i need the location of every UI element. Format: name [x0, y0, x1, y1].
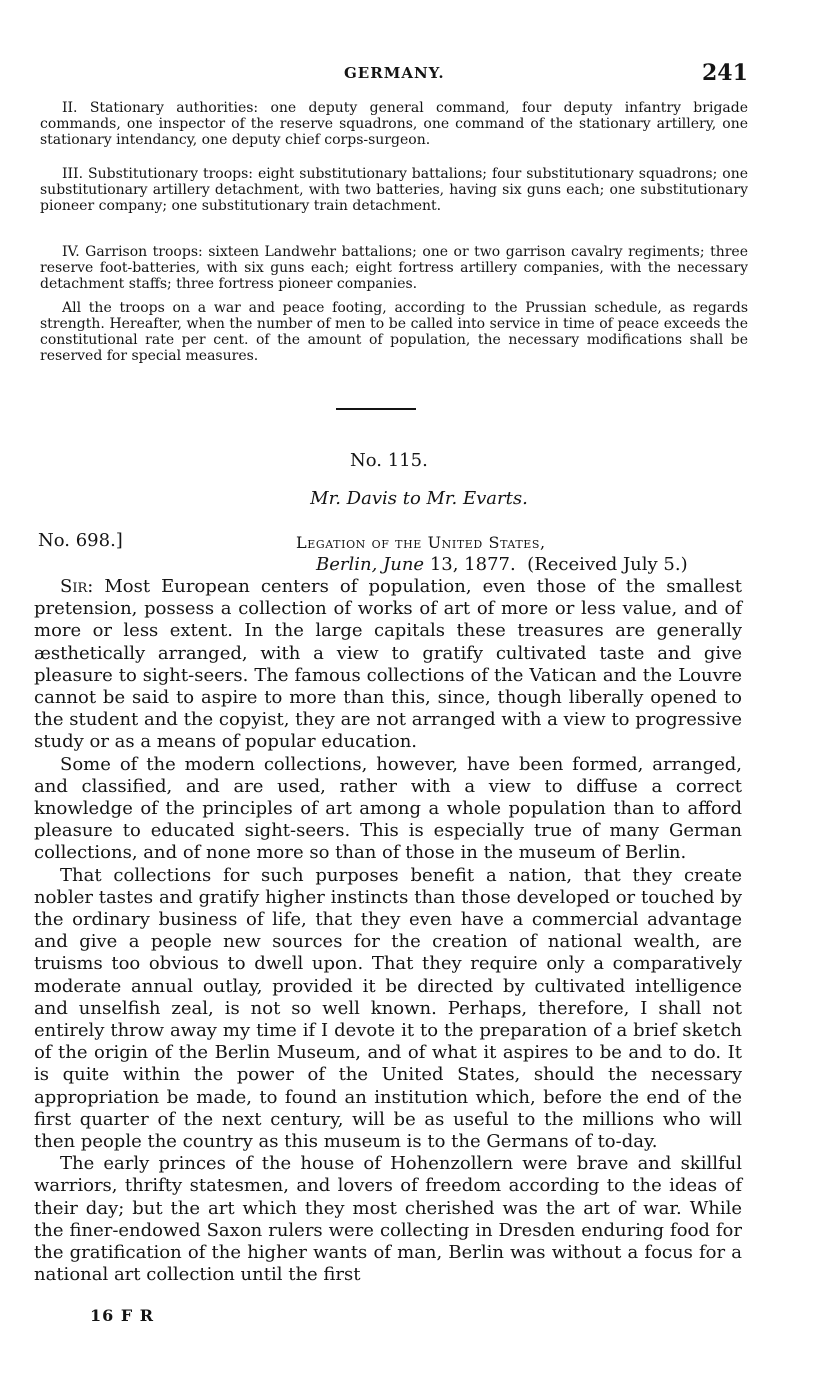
signature-mark: 16 F R [90, 1306, 155, 1325]
received-note: (Received July 5.) [527, 554, 688, 575]
body-paragraph-text: Most European centers of population, even those of the smallest pretension, possess a collection of works of art of more or less value, and of more or less extent. In the large capitals these treasures are generally æsthetically arranged, with a view to gratify cultivated taste and give pleasure to sight-seers. The famous collections of the Vatican and the Louvre cannot be said to aspire to more than this, since, though liberally opened to the student and the copyist, they are not arranged with a view to progressive study or as a means of popular education. [34, 576, 742, 753]
list-item-troop-footing [40, 300, 748, 364]
body-paragraph: Some of the modern collections, however, have been formed, arranged, and classified, and are used, rather with a view to diffuse a correct knowledge of the principles of art among a whole population than to afford pleasure to educated sight-seers. This is especially true of many German collections, and of none more so than of those in the museum of Berlin. [34, 753, 742, 864]
dateline [316, 554, 688, 575]
list-paragraph: III. Substitutionary troops: eight substitutionary battalions; four substitutionary squadrons; one substitutionary artillery detachment, with two batteries, having six guns each; one substitutionary pioneer company; one substitutionary train detachment. [40, 166, 748, 214]
list-paragraph: IV. Garrison troops: sixteen Landwehr battalions; one or two garrison cavalry regiments; three reserve foot-batteries, with six guns each; eight fortress artillery companies, with the necessary detachment staffs; three fortress pioneer companies. [40, 244, 748, 292]
place-date: Berlin, June [316, 554, 425, 575]
body-paragraph: That collections for such purposes benefit a nation, that they create nobler tastes and gratify higher instincts than those developed or touched by the ordinary business of life, that they even have a commercial advantage and give a people new sources for the creation of national wealth, are truisms too obvious to dwell upon. That they require only a comparatively moderate annual outlay, provided it be directed by cultivated intelligence and unselfish zeal, is not so well known. Perhaps, therefore, I shall not entirely throw away my time if I devote it to the preparation of a brief sketch of the origin of the Berlin Museum, and of what it aspires to be and to do. It is quite within the power of the United States, should the necessary appropriation be made, to found an institution which, before the end of the first quarter of the next century, will be as useful to the millions who will then people the country as this museum is to the Germans of to-day. [34, 864, 742, 1153]
page-header [34, 60, 754, 90]
date-rest: 13, 1877. [429, 554, 516, 575]
letter-body [34, 576, 742, 1287]
body-paragraph: The early princes of the house of Hohenzollern were brave and skillful warriors, thrifty statesmen, and lovers of freedom according to the ideas of their day; but the art which they most cherished was the art of war. While the finer-endowed Saxon rulers were collecting in Dresden enduring food for the gratification of the higher wants of man, Berlin was without a focus for a national art collection until the first [34, 1153, 742, 1286]
list-item-stationary-authorities [40, 100, 748, 148]
document-subject: Mr. Davis to Mr. Evarts. [310, 488, 528, 509]
legation-heading: Legation of the United States, [296, 533, 546, 552]
body-paragraph [34, 576, 742, 754]
list-paragraph: All the troops on a war and peace footing, according to the Prussian schedule, as regards strength. Hereafter, when the number of men to be called into service in time of peace exceeds the constitutional rate per cent. of the amount of population, the necessary modifications shall be reserved for special measures. [40, 300, 748, 364]
dispatch-reference: No. 698.] [38, 530, 123, 551]
page-number: 241 [702, 60, 748, 86]
document-number: No. 115. [350, 450, 428, 471]
running-head: GERMANY. [344, 64, 445, 82]
section-divider [336, 408, 416, 410]
list-paragraph: II. Stationary authorities: one deputy general command, four deputy infantry brigade commands, one inspector of the reserve squadrons, one command of the stationary artillery, one stationary intendancy, one deputy chief corps-surgeon. [40, 100, 748, 148]
list-item-garrison-troops [40, 244, 748, 292]
salutation: Sir: [60, 576, 94, 597]
list-item-substitutionary-troops [40, 166, 748, 214]
